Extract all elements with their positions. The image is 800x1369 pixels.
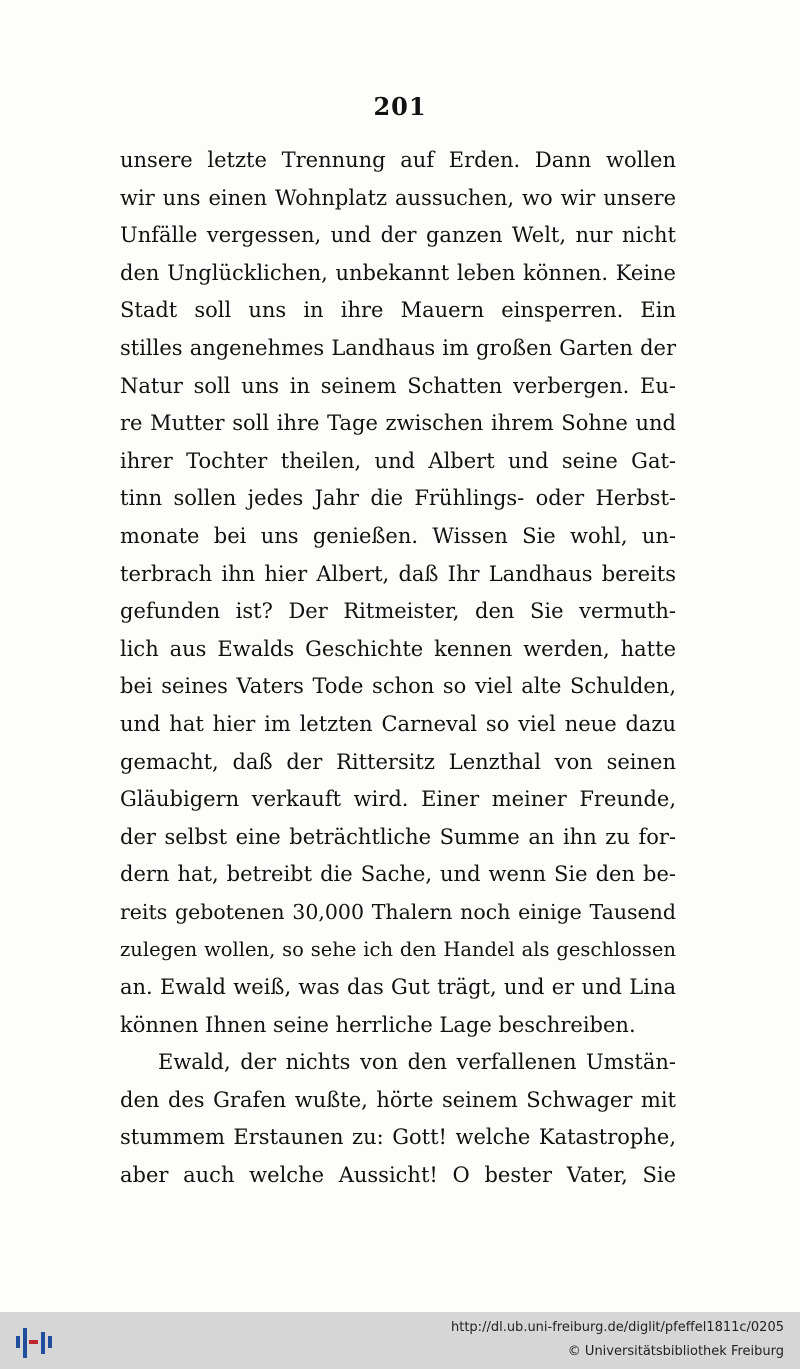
text-line: bei seines Vaters Tode schon so viel alte Schulden, [120, 674, 676, 699]
text-line: terbrach ihn hier Albert, daß Ihr Landhaus bereits [120, 561, 676, 586]
text-line: unsere letzte Trennung auf Erden. Dann wollen [120, 148, 676, 172]
text-line: Ewald, der nichts von den verfallenen Umstän- [158, 1050, 676, 1075]
page-number: 201 [373, 92, 427, 121]
text-line: an. Ewald weiß, was das Gut trägt, und er und Lina [120, 975, 676, 1000]
text-line: den des Grafen wußte, hörte seinem Schwager mit [120, 1087, 676, 1112]
viewer-footer [0, 1312, 800, 1369]
text-line: Unfälle vergessen, und der ganzen Welt, nur nicht [120, 223, 676, 248]
text-line: den Unglücklichen, unbekannt leben können. Keine [120, 260, 676, 285]
copyright-notice: © Universitätsbibliothek Freiburg [567, 1344, 784, 1359]
text-line: und hat hier im letzten Carneval so viel neue dazu [120, 711, 676, 736]
text-line: tinn sollen jedes Jahr die Frühlings- oder Herbst- [120, 486, 676, 511]
text-line: Stadt soll uns in ihre Mauern einsperren. Ein [120, 298, 676, 323]
text-line: der selbst eine beträchtliche Summe an ihn zu for- [120, 824, 676, 849]
text-line: zulegen wollen, so sehe ich den Handel als geschlossen [120, 938, 676, 962]
text-line: stilles angenehmes Landhaus im großen Garten der [120, 335, 676, 360]
text-line: reits gebotenen 30,000 Thalern noch einige Tausend [120, 899, 676, 924]
text-line: aber auch welche Aussicht! O bester Vater, Sie [120, 1163, 676, 1188]
text-line: gemacht, daß der Rittersitz Lenzthal von seinen [120, 749, 676, 774]
text-line: gefunden ist? Der Ritmeister, den Sie vermuth- [120, 599, 676, 624]
text-line: Natur soll uns in seinem Schatten verbergen. Eu- [120, 373, 676, 398]
page-text [120, 142, 676, 1195]
permalink-url[interactable]: http://dl.ub.uni-freiburg.de/diglit/pfeffel1811c/0205 [451, 1320, 784, 1335]
text-line: dern hat, betreibt die Sache, und wenn Sie den be- [120, 862, 676, 887]
text-line: stummem Erstaunen zu: Gott! welche Katastrophe, [120, 1125, 676, 1150]
ub-freiburg-logo-icon[interactable] [14, 1322, 54, 1362]
text-line: ihrer Tochter theilen, und Albert und seine Gat- [120, 448, 676, 473]
text-line: monate bei uns genießen. Wissen Sie wohl, un- [120, 523, 676, 548]
text-line: können Ihnen seine herrliche Lage beschreiben. [120, 1012, 636, 1037]
text-line: wir uns einen Wohnplatz aussuchen, wo wir unsere [120, 185, 676, 210]
text-line: lich aus Ewalds Geschichte kennen werden, hatte [120, 636, 676, 661]
text-line: re Mutter soll ihre Tage zwischen ihrem Sohne und [120, 411, 676, 436]
text-line: Gläubigern verkauft wird. Einer meiner Freunde, [120, 787, 676, 812]
